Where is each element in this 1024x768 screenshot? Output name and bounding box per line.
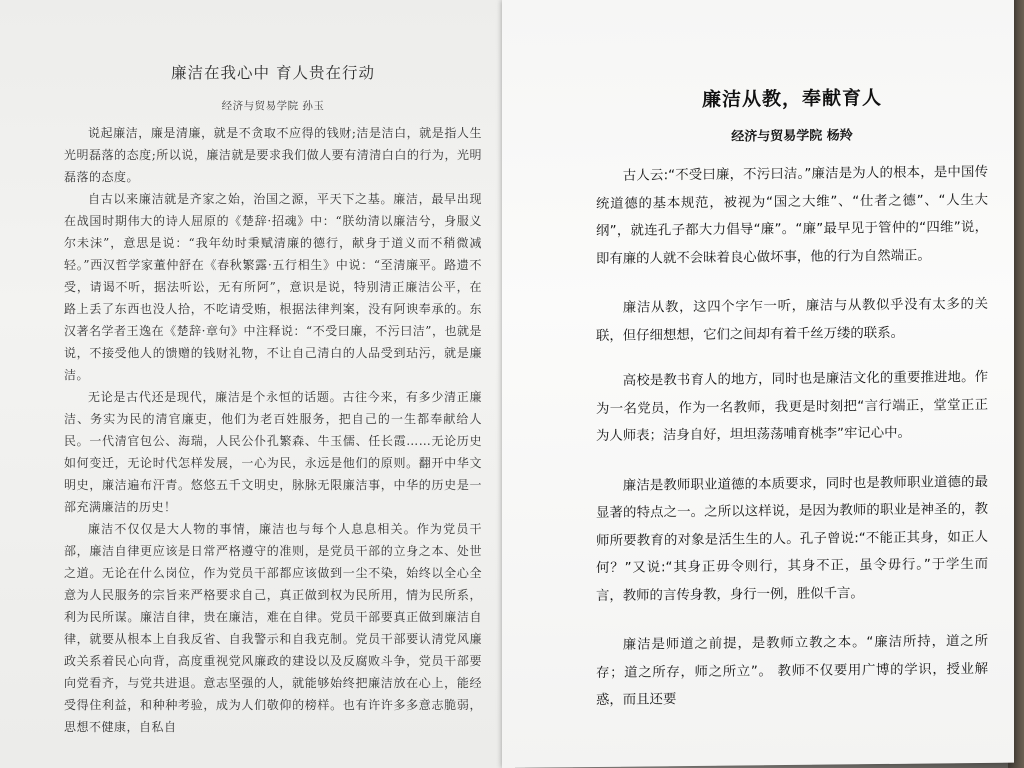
right-paragraph-1: 古人云:“不受曰廉，不污曰洁。”廉洁是为人的根本，是中国传统道德的基本规范，被视为“国之大维”、“仕者之德”、“人生大纲”，就连孔子都大力倡导“廉”。“廉”最早见于管仲的“四维”说，即有廉的人就不会昧着良心做坏事，他的行为自然端正。 (596, 164, 988, 267)
left-paragraph-2: 自古以来廉洁就是齐家之始，治国之源，平天下之基。廉洁，最早出现在战国时期伟大的诗人屈原的《楚辞·招魂》中：“朕幼清以廉洁兮，身服义尔未沫”，意思是说：“我年幼时秉赋清廉的德行，献身于道义而不稍微减轻。”西汉哲学家董仲舒在《春秋繁露·五行相生》中说：“至清廉平。路遗不受，请谒不听，据法听讼，无有所阿”，意识是说，特别清正廉洁公平，在路上丢了东西也没人拾，不吃请受贿，根据法律判案，没有阿谀奉承的。东汉著名学者王逸在《楚辞·章句》中注释说：“不受曰廉，不污曰洁”，也就是说，不接受他人的馈赠的钱财礼物，不让自己清白的人品受到玷污，就是廉洁。 (64, 192, 482, 382)
right-paragraph-5: 廉洁是师道之前提，是教师立教之本。“廉洁所持，道之所存；道之所存，师之所立”。 教师不仅要用广博的学识，授业解惑，而且还要 (596, 633, 988, 709)
right-paragraph-4: 廉洁是教师职业道德的本质要求，同时也是教师职业道德的最显著的特点之一。之所以这样说，是因为教师的职业是神圣的，教师所要教育的对象是活生生的人。孔子曾说:“不能正其身，如正人何？”又说:“其身正毋令则行，其身不正，虽令毋行。”于学生而言，教师的言传身教，身行一例，胜似千言。 (596, 474, 988, 604)
right-page-content (596, 79, 988, 737)
left-page-title: 廉洁在我心中 育人贵在行动 (171, 64, 375, 82)
right-paragraph-2: 廉洁从教，这四个字乍一听，廉洁与从教似乎没有太多的关联，但仔细想想，它们之间却有着千丝万缕的联系。 (596, 296, 988, 344)
right-page-title: 廉洁从教，奉献育人 (701, 87, 882, 111)
left-page-content (64, 58, 482, 738)
left-paragraph-1: 说起廉洁，廉是清廉，就是不贪取不应得的钱财;洁是洁白，就是指人生光明磊落的态度;所以说，廉洁就是要求我们做人要有清清白白的行为，光明磊落的态度。 (64, 126, 482, 184)
left-page-byline: 经济与贸易学院 孙玉 (221, 100, 325, 112)
left-paragraph-4: 廉洁不仅仅是大人物的事情，廉洁也与每个人息息相关。作为党员干部，廉洁自律更应该是日常严格遵守的准则，是党员干部的立身之本、处世之道。无论在什么岗位，作为党员干部都应该做到一尘不染，始终以全心全意为人民服务的宗旨来严格要求自己，真正做到权为民所用，情为民所系，利为民所谋。廉洁自律，贵在廉洁，难在自律。党员干部要真正做到廉洁自律，就要从根本上自我反省、自我警示和自我克制。党员干部要认清党风廉政关系着民心向背，高度重视党风廉政的建设以及反腐败斗争，党员干部要向党看齐，与党共进退。意志坚强的人，就能够始终把廉洁放在心上，能经受得住利益，和种种考验，成为人们敬仰的榜样。也有许许多多意志脆弱，思想不健康，自私自 (64, 522, 482, 734)
right-page-byline: 经济与贸易学院 杨羚 (731, 128, 853, 145)
left-paragraph-3: 无论是古代还是现代，廉洁是个永恒的话题。古往今来，有多少清正廉洁、务实为民的清官廉吏，他们为老百姓服务，把自己的一生都奉献给人民。一代清官包公、海瑞，人民公仆孔繁森、牛玉儒、任长霞……无论历史如何变迁，无论时代怎样发展，一心为民，永远是他们的原则。翻开中华文明史，廉洁遍布汗青。悠悠五千文明史，脉脉无限廉洁事，中华的历史是一部充满廉洁的历史！ (64, 390, 482, 514)
right-document-page (502, 0, 1014, 768)
right-paragraph-3: 高校是教书育人的地方，同时也是廉洁文化的重要推进地。作为一名党员，作为一名教师，我更是时刻把“言行端正，堂堂正正为人师表；洁身自好，坦坦荡荡哺育桃李”牢记心中。 (596, 369, 988, 445)
